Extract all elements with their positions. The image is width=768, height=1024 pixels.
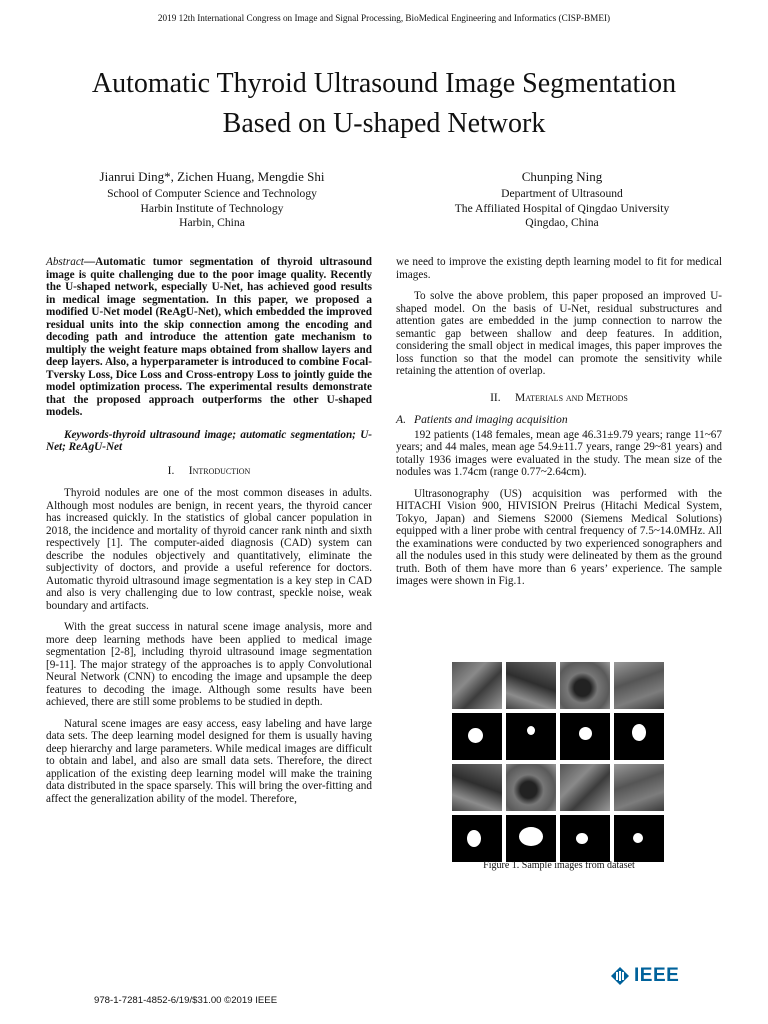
body-paragraph: we need to improve the existing depth learning model to fit for medical images. xyxy=(396,256,722,281)
segmentation-mask xyxy=(614,815,664,862)
keywords: Keywords-thyroid ultrasound image; automatic segmentation; U-Net; ReAgU-Net xyxy=(46,428,372,453)
affiliation-line: The Affiliated Hospital of Qingdao University xyxy=(454,201,670,215)
segmentation-mask xyxy=(506,713,556,760)
ultrasound-image xyxy=(614,662,664,709)
subsection-heading xyxy=(396,414,722,427)
author-names-right: Chunping Ning xyxy=(521,169,603,184)
abstract xyxy=(46,256,372,419)
ieee-diamond-icon xyxy=(610,966,630,986)
segmentation-mask xyxy=(614,713,664,760)
section-heading-introduction xyxy=(46,465,372,478)
body-paragraph: Ultrasonography (US) acquisition was performed with the HITACHI Vision 900, HIVISION Preirus (Hitachi Medical System, Tokyo, Japan) and Siemens S2000 (Siemens Medical Solutions) equipped with a liner probe with central frequency of 7.5~14.0MHz. All the examinations were conducted by two experienced sonographers and all the nodules used in this study were delineated by them as the ground truth. Both of them have more than 6 years’ experience. The sample images were shown in Fig.1. xyxy=(396,487,722,587)
body-paragraph: Natural scene images are easy access, easy labeling and have large data sets. The deep learning model designed for them is usually having deep hierarchy and large parameters. While medical images are difficult to obtain and label, and also are small data sets. Therefore, the direct application of the existing deep learning model will make the training data distributed in the space sparsely. This will bring the over-fitting and affect the generalization ability of the model. Therefore, xyxy=(46,717,372,805)
copyright-footer: 978-1-7281-4852-6/19/$31.00 ©2019 IEEE xyxy=(94,995,278,1006)
affiliation-line: Department of Ultrasound xyxy=(501,187,623,200)
segmentation-mask xyxy=(452,815,502,862)
author-block-right xyxy=(396,169,728,231)
ieee-logo xyxy=(610,966,679,986)
body-paragraph: To solve the above problem, this paper proposed an improved U-shaped model. On the basis of U-Net, residual substructures and attention gates are embedded in the jump connection to narrow the semantic gap between shallow and deep features. In addition, considering the small object in medical images, this paper improves the loss function so that the model can promote the sensitivity while retaining the attention of overlap. xyxy=(396,290,722,377)
right-column xyxy=(396,256,722,597)
ultrasound-image xyxy=(452,662,502,709)
section-number: II. xyxy=(490,391,501,404)
left-column xyxy=(46,256,372,814)
section-heading-methods xyxy=(396,392,722,405)
author-block-left xyxy=(46,169,378,231)
ultrasound-image xyxy=(452,764,502,811)
section-number: I. xyxy=(167,464,175,477)
segmentation-mask xyxy=(452,713,502,760)
ultrasound-image xyxy=(506,764,556,811)
subsection-letter: A. xyxy=(396,413,406,426)
abstract-label: Abstract xyxy=(46,256,84,268)
ultrasound-image xyxy=(506,662,556,709)
ultrasound-image xyxy=(560,662,610,709)
subsection-title: Patients and imaging acquisition xyxy=(414,413,568,426)
author-names-left: Jianrui Ding*, Zichen Huang, Mengdie Shi xyxy=(99,169,325,184)
ultrasound-image xyxy=(614,764,664,811)
body-paragraph: Thyroid nodules are one of the most common diseases in adults. Although most nodules are benign, in recent years, the thyroid cancer has increased quickly. In the statistics of global cancer population in 2018, the incidence and mortality of thyroid cancer rank ninth and sixth respectively [1]. The computer-aided diagnosis (CAD) system can describe the nodules objectively and quantitatively, eliminate the subjectivity of doctors, and provide a useful reference for doctors. Automatic thyroid ultrasound image segmentation is a key step in CAD and also is very challenging due to low contrast, speckle noise, weak boundary and artifacts. xyxy=(46,487,372,612)
segmentation-mask xyxy=(560,713,610,760)
figure-1 xyxy=(452,662,664,862)
affiliation-line: Qingdao, China xyxy=(525,216,599,229)
ultrasound-image xyxy=(560,764,610,811)
affiliation-line: Harbin Institute of Technology xyxy=(140,201,284,215)
title-line-1: Automatic Thyroid Ultrasound Image Segmentation xyxy=(91,68,677,99)
segmentation-mask xyxy=(506,815,556,862)
figure-caption: Figure 1. Sample images from dataset xyxy=(483,860,635,871)
affiliation-line: Harbin, China xyxy=(179,216,245,229)
body-paragraph: 192 patients (148 females, mean age 46.31±9.79 years; range 11~67 years; and 44 males, mean age 54.9±11.7 years, range 29~81 years) and totally 1936 images were evaluated in the study. The mean size of the nodules was 1.74cm (range 0.77~2.64cm). xyxy=(396,428,722,478)
conference-header: 2019 12th International Congress on Image and Signal Processing, BioMedical Engineering and Informatics (CISP-BMEI) xyxy=(157,13,611,23)
affiliation-line: School of Computer Science and Technology xyxy=(107,187,317,200)
ieee-logo-text: IEEE xyxy=(634,965,680,986)
title-line-2: Based on U-shaped Network xyxy=(222,108,546,139)
abstract-text: —Automatic tumor segmentation of thyroid ultrasound image is quite challenging due to the poor image quality. Recently the U-shaped network, especially U-Net, has achieved good results in medical image segmentation. In this paper, we proposed a modified U-Net model (ReAgU-Net), which embedded the improved residual units into the skip connection among the encoding and decoding path and introduce the attention gate mechanism to multiply the weight feature maps obtained from shallow layers and deep layers. Also, a hyperparameter is introduced to combine Focal-Tversky Loss, Dice Loss and Cross-entropy Loss to jointly guide the model optimization process. The experimental results demonstrate that the proposed approach outperforms the other U-shaped models. xyxy=(46,256,372,418)
section-title: Materials and Methods xyxy=(515,391,628,404)
segmentation-mask xyxy=(560,815,610,862)
paper-title xyxy=(30,64,738,144)
body-paragraph: With the great success in natural scene image analysis, more and more deep learning methods have been applied to medical image segmentation [2-8], including thyroid ultrasound image segmentation [9-11]. The major strategy of the approaches is to apply Convolutional Neural Network (CNN) to encoding the image and upsample the deep features to decoding the image. Although some results have been achieved, there are still some problems to be studied in depth. xyxy=(46,621,372,708)
section-title: Introduction xyxy=(188,464,251,477)
